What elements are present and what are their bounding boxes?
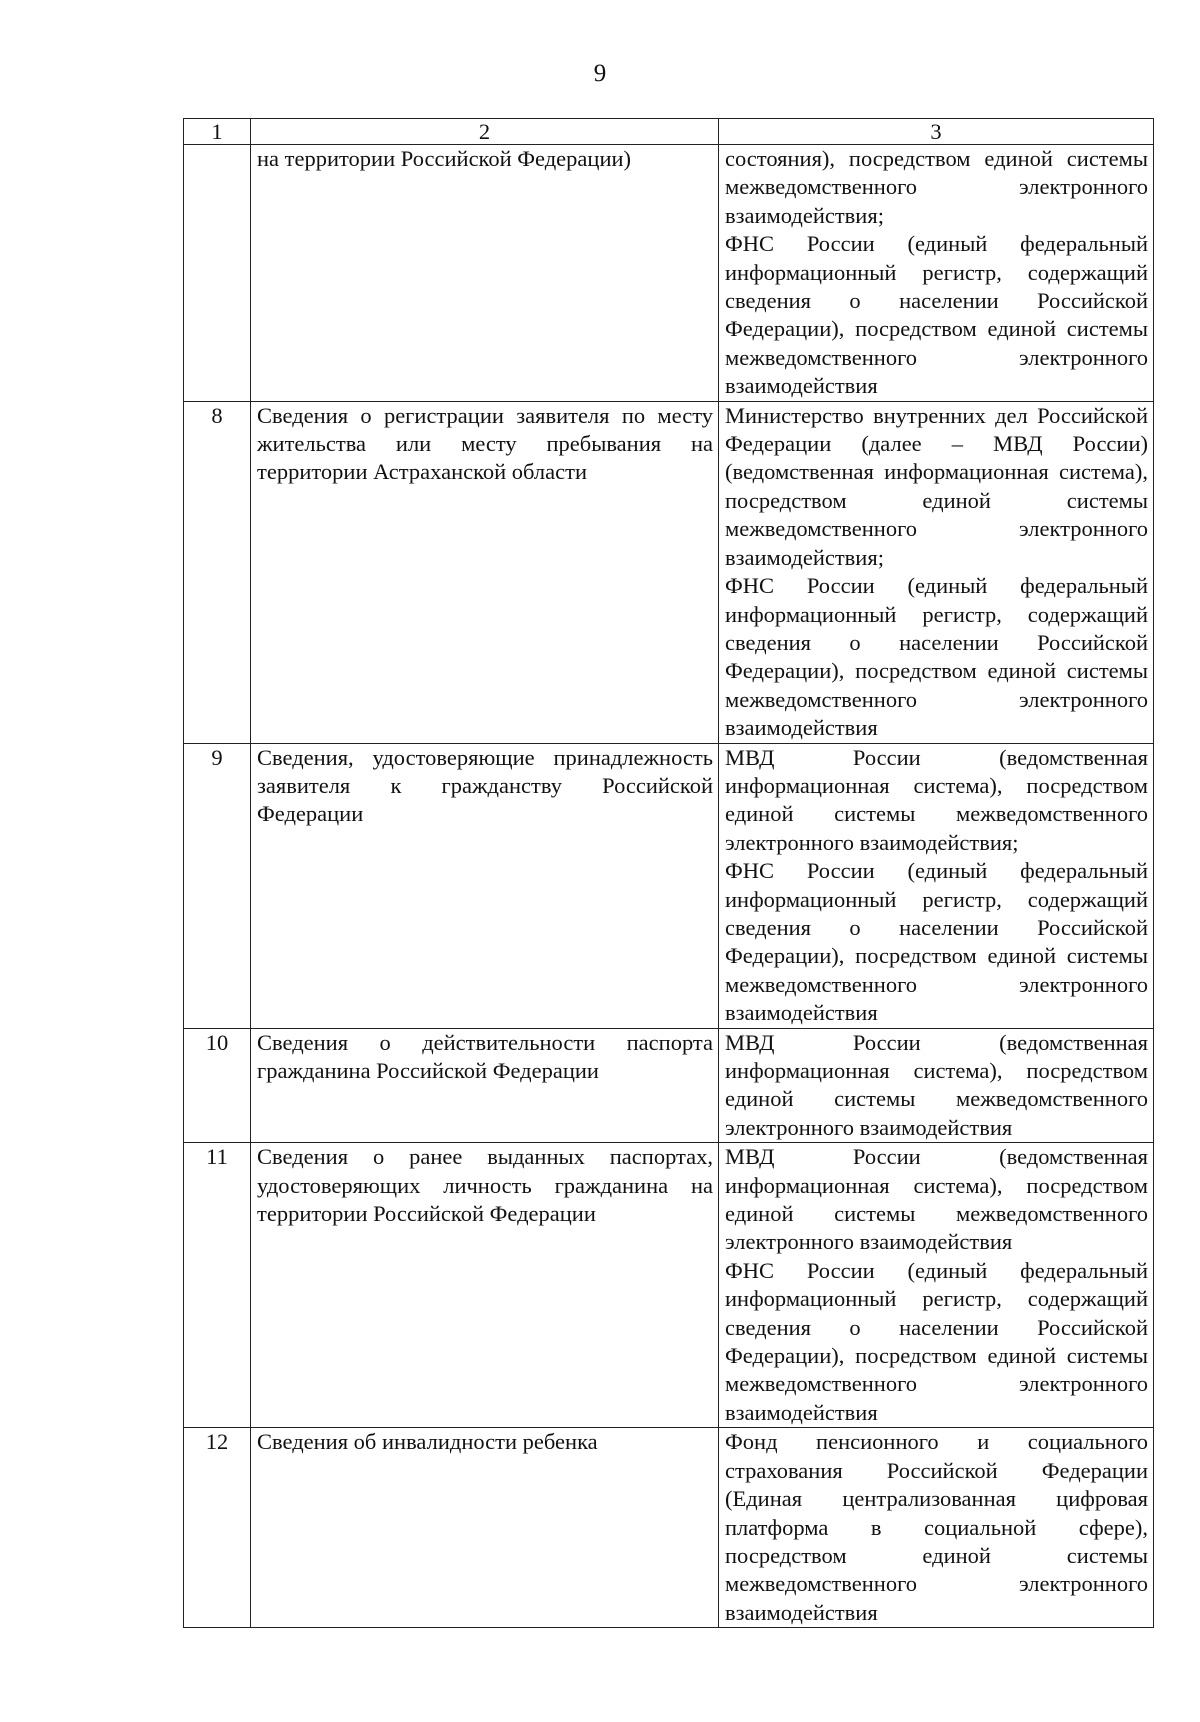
info-cell: [251, 145, 719, 402]
source-paragraph: состояния), посредством единой системы межведомственного электронного взаимодействия;: [725, 146, 1148, 228]
info-cell: [251, 1428, 719, 1628]
source-paragraph: МВД России (ведомственная информационная система), посредством единой системы межведомственного электронного взаимодействия: [725, 1029, 1148, 1140]
table-body: [184, 119, 1154, 1628]
info-cell: [251, 1143, 719, 1428]
info-text: Сведения о ранее выданных паспортах, удостоверяющих личность гражданина на территории Российской Федерации: [257, 1144, 713, 1227]
page-number: 9: [593, 60, 607, 87]
source-paragraph: ФНС России (единый федеральный информационный регистр, содержащий сведения о населении Российской Федерации), посредством единой системы межведомственного электронного взаимодействия: [725, 858, 1148, 1026]
source-paragraph: МВД России (ведомственная информационная система), посредством единой системы межведомственного электронного взаимодействия;: [725, 744, 1148, 855]
row-number: [184, 145, 251, 402]
header-col-3: 3: [719, 119, 1154, 145]
source-paragraph: МВД России (ведомственная информационная система), посредством единой системы межведомственного электронного взаимодействия: [725, 1144, 1148, 1255]
info-text: Сведения об инвалидности ребенка: [257, 1429, 598, 1455]
info-text: Сведения о действительности паспорта гражданина Российской Федерации: [257, 1029, 713, 1083]
source-paragraph: ФНС России (единый федеральный информационный регистр, содержащий сведения о населении Российской Федерации), посредством единой системы межведомственного электронного взаимодействия: [725, 231, 1148, 399]
info-text: на территории Российской Федерации): [257, 146, 632, 171]
row-number: 8: [184, 401, 251, 743]
info-text: Сведения о регистрации заявителя по месту жительства или месту пребывания на территории Астраханской области: [257, 402, 713, 485]
table-row: [184, 1143, 1154, 1428]
row-number: 11: [184, 1143, 251, 1428]
row-number: 9: [184, 743, 251, 1028]
row-number: 10: [184, 1028, 251, 1143]
source-cell: [719, 1143, 1154, 1428]
info-cell: [251, 401, 719, 743]
source-paragraph: Фонд пенсионного и социального страхования Российской Федерации (Единая централизованная цифровая платформа в социальной сфере), посредством единой системы межведомственного электронного взаимодействия: [725, 1429, 1148, 1625]
source-cell: [719, 743, 1154, 1028]
source-paragraph: ФНС России (единый федеральный информационный регистр, содержащий сведения о населении Российской Федерации), посредством единой системы межведомственного электронного взаимодействия: [725, 573, 1148, 741]
table-row: [184, 145, 1154, 402]
info-text: Сведения, удостоверяющие принадлежность заявителя к гражданству Российской Федерации: [257, 744, 713, 827]
source-cell: [719, 401, 1154, 743]
table-row: [184, 743, 1154, 1028]
info-cell: [251, 743, 719, 1028]
source-cell: [719, 1428, 1154, 1628]
table-header-row: [184, 119, 1154, 145]
data-sources-table: [183, 118, 1154, 1628]
info-cell: [251, 1028, 719, 1143]
source-cell: [719, 1028, 1154, 1143]
table-row: [184, 1428, 1154, 1628]
header-col-2: 2: [251, 119, 719, 145]
source-paragraph: ФНС России (единый федеральный информационный регистр, содержащий сведения о населении Российской Федерации), посредством единой системы межведомственного электронного взаимодействия: [725, 1257, 1148, 1425]
header-col-1: 1: [184, 119, 251, 145]
table-row: [184, 1028, 1154, 1143]
source-cell: [719, 145, 1154, 402]
row-number: 12: [184, 1428, 251, 1628]
table-row: [184, 401, 1154, 743]
source-paragraph: Министерство внутренних дел Российской Федерации (далее – МВД России) (ведомственная информационная система), посредством единой системы межведомственного электронного взаимодействия;: [725, 402, 1148, 570]
